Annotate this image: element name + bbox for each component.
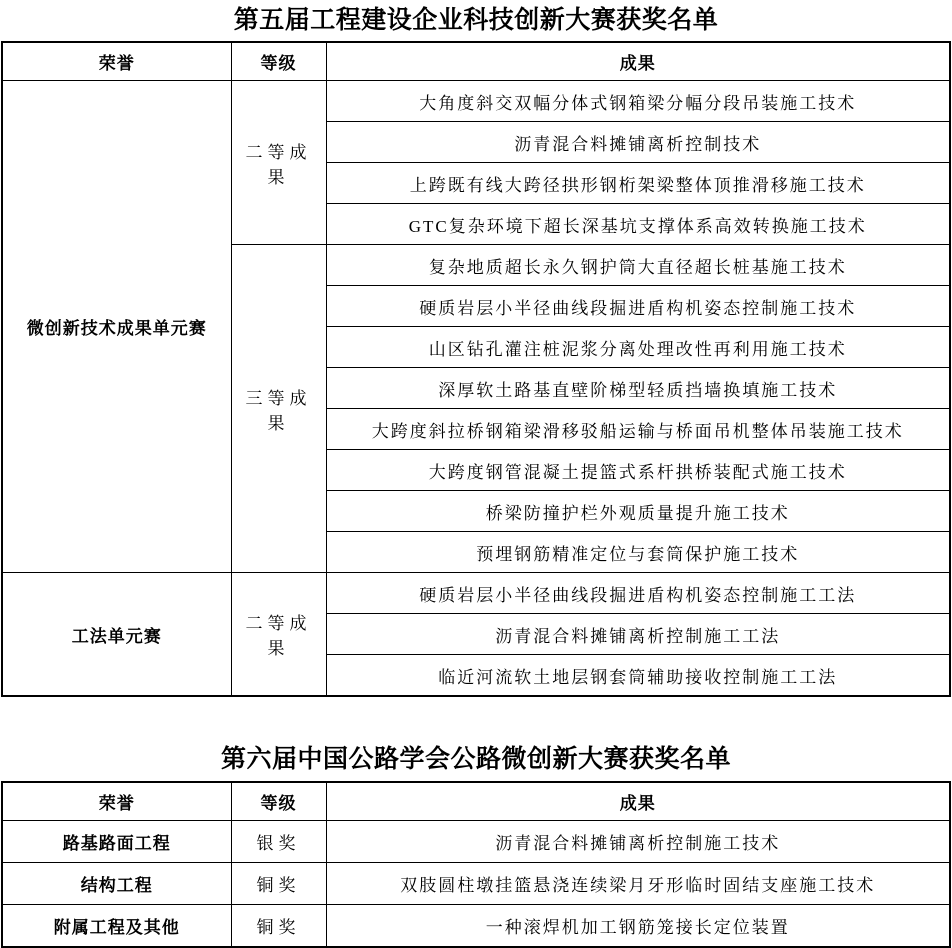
awards-table-2: [1, 781, 951, 948]
column-header-grade: 等级: [231, 42, 326, 81]
grade-cell: 铜奖: [231, 905, 326, 948]
achievement-cell: 硬质岩层小半径曲线段掘进盾构机姿态控制施工工法: [326, 573, 950, 614]
achievement-cell: 深厚软土路基直壁阶梯型轻质挡墙换填施工技术: [326, 368, 950, 409]
column-header-achievement: 成果: [326, 782, 950, 821]
table-row: [2, 573, 950, 614]
honor-cell: 附属工程及其他: [2, 905, 231, 948]
table-row: [2, 821, 950, 863]
document-page: [0, 8, 952, 948]
table2-header-row: [2, 782, 950, 821]
column-header-honor: 荣誉: [2, 42, 231, 81]
grade-cell: 二等成果: [231, 573, 326, 697]
table1-header-row: [2, 42, 950, 81]
achievement-cell: 一种滚焊机加工钢筋笼接长定位装置: [326, 905, 950, 948]
grade-cell: 二等成果: [231, 81, 326, 245]
column-header-grade: 等级: [231, 782, 326, 821]
achievement-cell: 双肢圆柱墩挂篮悬浇连续梁月牙形临时固结支座施工技术: [326, 863, 950, 905]
achievement-cell: 临近河流软土地层钢套筒辅助接收控制施工工法: [326, 655, 950, 697]
achievement-cell: 桥梁防撞护栏外观质量提升施工技术: [326, 491, 950, 532]
table-row: [2, 863, 950, 905]
table-row: [2, 81, 950, 122]
achievement-cell: 山区钻孔灌注桩泥浆分离处理改性再利用施工技术: [326, 327, 950, 368]
achievement-cell: 大跨度钢管混凝土提篮式系杆拱桥装配式施工技术: [326, 450, 950, 491]
table2-title: 第六届中国公路学会公路微创新大赛获奖名单: [220, 746, 731, 773]
achievement-cell: 硬质岩层小半径曲线段掘进盾构机姿态控制施工技术: [326, 286, 950, 327]
honor-cell: 工法单元赛: [2, 573, 231, 697]
grade-cell: 银奖: [231, 821, 326, 863]
table1-title: 第五届工程建设企业科技创新大赛获奖名单: [233, 7, 719, 34]
column-header-achievement: 成果: [326, 42, 950, 81]
achievement-cell: GTC复杂环境下超长深基坑支撑体系高效转换施工技术: [326, 204, 950, 245]
achievement-cell: 大角度斜交双幅分体式钢箱梁分幅分段吊装施工技术: [326, 81, 950, 122]
achievement-cell: 沥青混合料摊铺离析控制技术: [326, 122, 950, 163]
achievement-cell: 大跨度斜拉桥钢箱梁滑移驳船运输与桥面吊机整体吊装施工技术: [326, 409, 950, 450]
column-header-honor: 荣誉: [2, 782, 231, 821]
achievement-cell: 沥青混合料摊铺离析控制施工工法: [326, 614, 950, 655]
table-row: [2, 905, 950, 948]
achievement-cell: 预埋钢筋精准定位与套筒保护施工技术: [326, 532, 950, 573]
achievement-cell: 复杂地质超长永久钢护筒大直径超长桩基施工技术: [326, 245, 950, 286]
honor-cell: 结构工程: [2, 863, 231, 905]
honor-cell: 微创新技术成果单元赛: [2, 81, 231, 573]
honor-cell: 路基路面工程: [2, 821, 231, 863]
grade-cell: 三等成果: [231, 245, 326, 573]
achievement-cell: 沥青混合料摊铺离析控制施工技术: [326, 821, 950, 863]
awards-table-1: [1, 41, 951, 697]
achievement-cell: 上跨既有线大跨径拱形钢桁架梁整体顶推滑移施工技术: [326, 163, 950, 204]
grade-cell: 铜奖: [231, 863, 326, 905]
